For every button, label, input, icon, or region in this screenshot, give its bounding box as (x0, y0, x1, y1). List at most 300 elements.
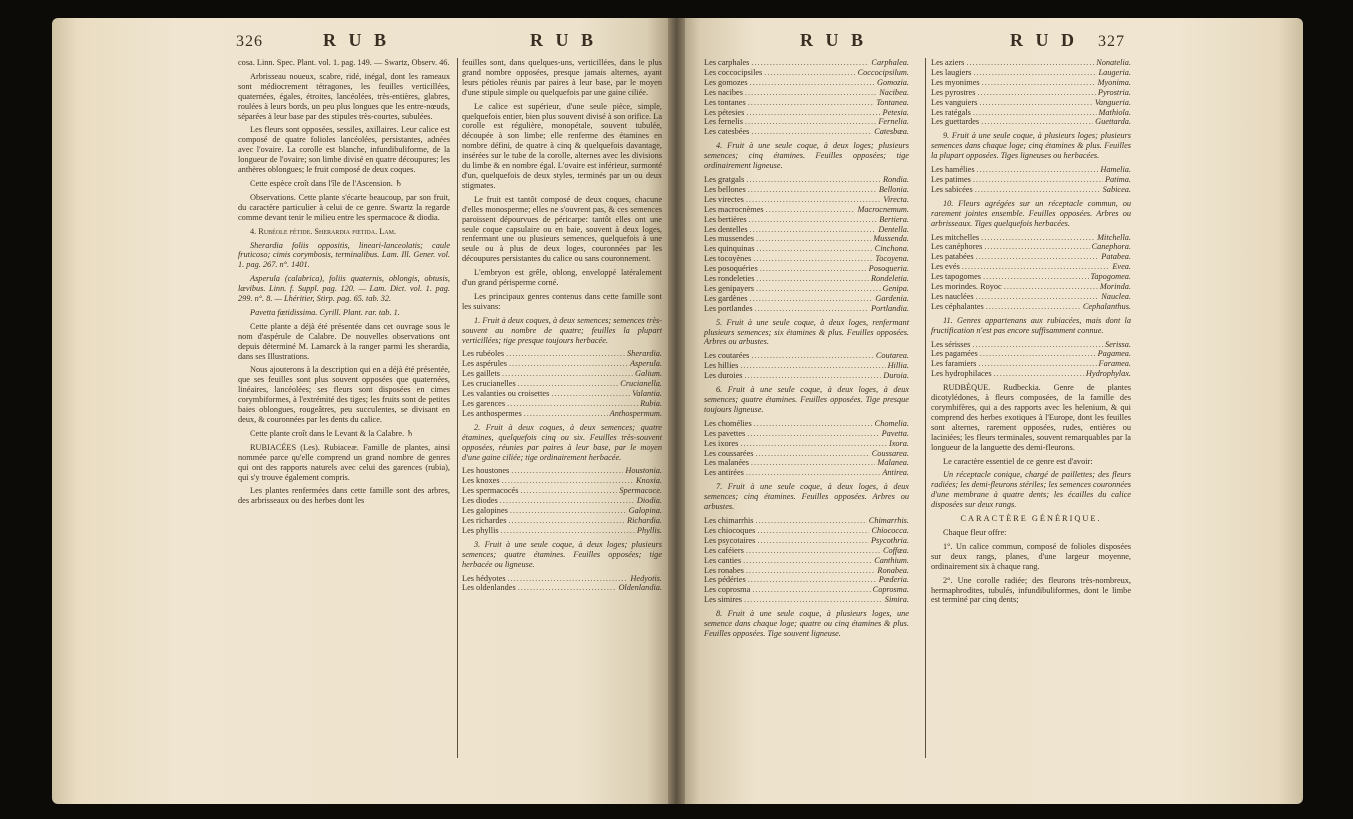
common-name: Les patimes (931, 174, 971, 184)
common-name: Les dentelles (704, 224, 748, 234)
running-head-right-1: R U B (800, 30, 868, 50)
common-name: Les coprosma (704, 585, 751, 595)
section-heading: 6. Fruit à une seule coque, à deux loges, à deux semences; quatre étamines. Feuilles opposées. Tige presque toujours ligneuse. (704, 385, 909, 414)
genus-entry (704, 244, 909, 254)
latin-name: Coutarea. (875, 351, 909, 361)
left-column-1 (238, 58, 450, 510)
leader-dots (756, 274, 869, 284)
right-column-2 (931, 58, 1131, 609)
latin-name: Psycothria. (870, 535, 909, 545)
section-heading: 7. Fruit à une seule coque, à deux loges, à deux semences; cinq étamines. Feuilles opposées. Arbres ou arbustes. (704, 482, 909, 512)
genus-entry (704, 361, 909, 371)
latin-name: Sabicea. (1102, 184, 1131, 194)
right-column-1 (704, 58, 909, 643)
leader-dots (980, 349, 1096, 359)
leader-dots (508, 516, 625, 526)
leader-dots (502, 369, 633, 379)
genus-entry (704, 556, 909, 566)
latin-name: Houstonia. (625, 466, 662, 476)
common-name: Les antirées (704, 468, 744, 478)
genus-entry (462, 516, 662, 526)
genus-entry (704, 468, 909, 478)
common-name: Les psycotaires (704, 535, 756, 545)
genus-entry (704, 195, 909, 205)
section-heading: 9. Fruit à une seule coque, à plusieurs loges; plusieurs semences dans chaque loge; cinq étamines & plus. Feuilles la plupart opposées. Tiges ligneuses ou herbacées. (931, 131, 1131, 161)
leader-dots (753, 254, 873, 264)
genus-entry (704, 575, 909, 585)
latin-name: Cephalanthus. (1082, 301, 1131, 311)
left-column-2 (462, 58, 662, 597)
leader-dots (966, 58, 1094, 68)
leader-dots (976, 292, 1100, 302)
leader-dots (757, 526, 869, 536)
genus-entry (704, 215, 909, 225)
text-block: Nous ajouterons à la description qui en a déjà été présentée, que ses feuilles sont plus souvent opposées que quaternées, linéaires, lancéolées; ses fleurs sont disposées en cimes corymbiformes, à l'extrémité des tiges; les fruits sont de petites baies oblongues, rougeâtres, peu succulentes, se divisant en deux, & couronnées par les dents du calice. (238, 365, 450, 424)
genus-entry (704, 175, 909, 185)
text-block: Le caractère essentiel de ce genre est d'avoir: (943, 456, 1093, 466)
latin-name: Crucianella. (620, 379, 662, 389)
latin-name: Posoqueria. (868, 264, 909, 274)
column-rule-left (457, 58, 458, 758)
genus-entry (704, 108, 909, 118)
common-name: Les carphales (704, 58, 750, 67)
latin-name: Hedyotis. (630, 573, 662, 583)
latin-name: Myonima. (1097, 77, 1131, 87)
latin-name: Tocoyena. (875, 254, 909, 264)
latin-name: Cinchona. (874, 244, 909, 254)
genus-entry (462, 369, 662, 379)
leader-dots (976, 252, 1100, 262)
latin-name: Rubia. (640, 399, 662, 408)
genus-entry (704, 274, 909, 284)
common-name: Les pétesies (704, 107, 745, 117)
common-name: Les tontanes (704, 97, 746, 107)
leader-dots (748, 575, 877, 585)
genus-list (704, 58, 909, 137)
leader-dots (749, 215, 878, 225)
common-name: Les rubéoles (462, 349, 505, 359)
leader-dots (744, 595, 883, 605)
latin-name: Galopina. (628, 506, 662, 516)
genus-list (931, 58, 1131, 127)
text-block: Asperula (calabrica), foliis quaternis, oblongis, obtusis, lævibus. Linn. f. Suppl. pag. 120. — Lam. Dict. vol. 1. pag. 299. n°. 8. — Lhéritier, Stirp. pag. 65. tab. 32. (238, 274, 450, 304)
leader-dots (507, 399, 638, 409)
leader-dots (746, 108, 880, 118)
latin-name: Phyllis. (636, 525, 662, 535)
latin-name: Pagamea. (1097, 349, 1131, 359)
genus-entry (931, 262, 1131, 272)
leader-dots (740, 361, 885, 371)
latin-name: Pavetta. (881, 428, 909, 438)
common-name: Les coccocipsiles (704, 67, 763, 77)
text-block: Arbrisseau noueux, scabre, ridé, inégal, dont les rameaux sont médiocrement tétragones, les feuilles verticillées, quaternées, égales, étroites, lancéolées, très-entières, glabres, roulées à leurs bords, un peu plus longues que les entre-nœuds, séparées à leur base par des stipules très-courtes, subulées. (238, 71, 450, 121)
leader-dots (746, 175, 881, 185)
genus-entry (704, 127, 909, 137)
latin-name: Galium. (635, 369, 662, 379)
genus-entry (462, 476, 662, 486)
page-number-right: 327 (1098, 33, 1125, 50)
running-head-left-2: R U B (530, 30, 598, 50)
genus-entry (931, 242, 1131, 252)
genus-entry (704, 566, 909, 576)
common-name: Les simires (704, 595, 743, 605)
genus-list (704, 516, 909, 605)
leader-dots (986, 302, 1081, 312)
latin-name: Morinda. (1099, 282, 1131, 292)
text-block: Sherardia foliis oppositis, lineari-lanceolatis; caule fruticoso; cimis corymbosis, terminalibus. Lam. Ill. Gener. vol. 1. pag. 267. n°. 1401. (238, 240, 450, 270)
leader-dots (757, 536, 869, 546)
latin-name: Pyrostria. (1097, 87, 1131, 97)
section-heading: 11. Genres appartenans aux rubiacées, mais dont la fructification n'est pas encore suffisamment connue. (931, 315, 1131, 335)
genus-entry (704, 117, 909, 127)
latin-name: Hydrophylax. (1085, 369, 1131, 379)
leader-dots (756, 449, 870, 459)
genus-entry (462, 496, 662, 506)
genus-entry (931, 88, 1131, 98)
genus-entry (931, 117, 1131, 127)
running-head-right-2: R U D (1010, 30, 1078, 50)
common-name: Les guettardes (931, 117, 980, 127)
leader-dots (748, 98, 875, 108)
leader-dots (511, 466, 623, 476)
genus-entry (931, 369, 1131, 379)
section-heading: 1. Fruit à deux coques, à deux semences; semences très-souvent au nombre de quatre; feuilles la plupart verticillées; tige presque toujours herbacée. (462, 315, 662, 345)
text-block: Cette plante a déjà été présentée dans cet ouvrage sous le nom d'aspérule de Calabre. De nouvelles observations ont depuis déterminé M. Lamarck à la ranger parmi les sherardia, dans ses Illustrations. (238, 321, 450, 361)
genus-entry (462, 389, 662, 399)
genus-entry (462, 486, 662, 496)
latin-name: Coussarea. (871, 448, 909, 458)
section-heading: 3. Fruit à une seule coque, à deux loges; plusieurs semences; quatre étamines. Feuilles opposées; tige herbacée ou ligneuse. (462, 539, 662, 569)
leader-dots (756, 284, 881, 294)
genus-entry (704, 458, 909, 468)
latin-name: Valantia. (632, 389, 662, 399)
genus-entry (931, 108, 1131, 118)
leader-dots (506, 349, 625, 359)
genus-entry (931, 302, 1131, 312)
leader-dots (745, 88, 877, 98)
latin-name: Hamelia. (1100, 165, 1131, 175)
book-gutter (668, 18, 685, 804)
common-name: Les tapogomes (931, 272, 982, 282)
genus-entry (931, 185, 1131, 195)
genus-entry (704, 439, 909, 449)
genus-entry (704, 284, 909, 294)
leader-dots (750, 78, 875, 88)
latin-name: Diodia. (636, 496, 662, 506)
genus-entry (704, 205, 909, 215)
genus-entry (931, 252, 1131, 262)
text-block: 1°. Un calice commun, composé de folioles disposées sur deux rangs, planes, d'une largeur moyenne, ordinairement six à chaque rang. (931, 541, 1131, 571)
latin-name: Gomozia. (876, 77, 909, 87)
leader-dots (520, 486, 617, 496)
common-name: Les macrocnèmes (704, 204, 764, 214)
leader-dots (973, 108, 1097, 118)
genus-list (462, 574, 662, 594)
latin-name: Ronabea. (877, 565, 909, 575)
leader-dots (751, 351, 873, 361)
text-block: Le calice est supérieur, d'une seule pièce, simple, quelquefois entier, bien plus souvent divisé à son orifice. La corolle est régulière, monopétale, souvent tubulée, découpée à son limbe; elle renferme des étamines en nombre défini, de quatre à cinq & quelquefois davantage, insérées sur le tube de la corolle, alternes avec les divisions du limbe & en nombre égal. L'ovaire est inférieur, surmonté d'un, quelquefois de deux styles, terminés par un ou deux stigmates. (462, 101, 662, 190)
genus-entry (931, 98, 1131, 108)
leader-dots (502, 476, 634, 486)
leader-dots (518, 583, 617, 593)
leader-dots (977, 165, 1099, 175)
common-name: Les pagamées (931, 349, 978, 359)
latin-name: Fernelia. (878, 117, 909, 127)
common-name: Les aziers (931, 58, 965, 67)
leader-dots (979, 98, 1093, 108)
latin-name: Asperula. (629, 359, 662, 369)
genus-entry (931, 233, 1131, 243)
latin-name: Bellonia. (878, 184, 909, 194)
latin-name: Laugeria. (1098, 67, 1131, 77)
genus-entry (704, 449, 909, 459)
genus-entry (704, 585, 909, 595)
common-name: Les chimarrhis (704, 515, 754, 525)
common-name: Les faramiers (931, 359, 977, 369)
leader-dots (750, 225, 877, 235)
common-name: Les malanées (704, 458, 749, 468)
latin-name: Oldenlandia. (618, 583, 662, 593)
genus-entry (704, 185, 909, 195)
text-block: Pavetta fœtidissima. Cyrill. Plant. rar. tab. 1. (250, 307, 400, 317)
common-name: Les bertières (704, 214, 747, 224)
leader-dots (508, 574, 629, 584)
common-name: Les hédyotes (462, 573, 506, 583)
latin-name: Duroia. (883, 371, 909, 381)
text-block: Cette espèce croît dans l'île de l'Ascension. ♄ (250, 178, 403, 188)
genus-entry (704, 68, 909, 78)
leader-dots (510, 506, 627, 516)
genus-entry (462, 574, 662, 584)
leader-dots (751, 127, 872, 137)
leader-dots (743, 556, 872, 566)
latin-name: Coffæa. (882, 545, 909, 555)
text-block: Les plantes renfermées dans cette famille sont des arbres, des arbrisseaux ou des herbes dont les (238, 486, 450, 506)
genus-entry (931, 282, 1131, 292)
common-name: Les tocoyènes (704, 254, 752, 264)
leader-dots (756, 244, 872, 254)
common-name: Les duroies (704, 371, 743, 381)
genus-entry (462, 349, 662, 359)
common-name: Les aspérules (462, 359, 507, 369)
latin-name: Mitchella. (1097, 232, 1131, 242)
common-name: Les genipayers (704, 283, 754, 293)
common-name: Les diodes (462, 496, 498, 506)
common-name: Les hamélies (931, 165, 975, 175)
latin-name: Knoxia. (635, 476, 662, 486)
leader-dots (973, 175, 1103, 185)
genus-list (462, 466, 662, 535)
latin-name: Carphalea. (871, 58, 909, 67)
latin-name: Dentella. (878, 224, 909, 234)
genus-entry (704, 294, 909, 304)
common-name: Les gaillets (462, 369, 501, 379)
common-name: Les oldenlandes (462, 583, 516, 593)
leader-dots (509, 359, 628, 369)
leader-dots (500, 496, 635, 506)
leader-dots (744, 371, 881, 381)
common-name: Les evés (931, 262, 960, 272)
common-name: Les céphalantes (931, 301, 984, 311)
genus-entry (704, 78, 909, 88)
genus-entry (462, 526, 662, 536)
common-name: Les nacibes (704, 87, 743, 97)
section-heading: 4. Fruit à une seule coque, à deux loges; plusieurs semences; cinq étamines. Feuilles opposées; tige ordinairement ligneuse. (704, 141, 909, 171)
genus-entry (704, 225, 909, 235)
genus-entry (704, 58, 909, 68)
common-name: Les pédéries (704, 575, 746, 585)
genus-entry (704, 419, 909, 429)
leader-dots (747, 429, 879, 439)
latin-name: Chimarrhis. (868, 515, 909, 525)
latin-name: Serissa. (1104, 339, 1131, 349)
leader-dots (973, 68, 1096, 78)
text-block: RUBIACÉES (Les). Rubiaceæ. Famille de plantes, ainsi nommée parce qu'elle comprend un grand nombre de genres qui ont des rapports naturels avec celui des garences (rubia), qui s'y trouve également compris. (238, 442, 450, 482)
latin-name: Genipa. (882, 283, 909, 293)
latin-name: Gardenia. (875, 293, 909, 303)
genus-entry (931, 272, 1131, 282)
genus-entry (931, 58, 1131, 68)
text-block: Observations. Cette plante s'écarte beaucoup, par son fruit, du caractère particulier à celui de ce genre. Swartz la regarde comme devant tenir le milieu entre les spermacoce & diodia. (238, 192, 450, 222)
latin-name: Pæderia. (878, 575, 909, 585)
common-name: Les sérisses (931, 339, 971, 349)
latin-name: Macrocnemum. (857, 204, 909, 214)
common-name: Les catesbées (704, 127, 750, 137)
genus-entry (704, 536, 909, 546)
genus-entry (931, 165, 1131, 175)
leader-dots (982, 78, 1096, 88)
latin-name: Nacibea. (879, 87, 909, 97)
common-name: Les nauclées (931, 291, 974, 301)
latin-name: Rondeletia. (870, 274, 909, 284)
latin-name: Virecta. (883, 194, 909, 204)
common-name: Les crucianelles (462, 379, 516, 389)
latin-name: Mathiola. (1098, 107, 1131, 117)
common-name: Les phyllis (462, 525, 499, 535)
leader-dots (746, 195, 882, 205)
common-name: Les coutarées (704, 351, 750, 361)
leader-dots (962, 262, 1111, 272)
leader-dots (981, 117, 1093, 127)
latin-name: Simira. (884, 595, 909, 605)
genus-entry (931, 292, 1131, 302)
common-name: Les posoquéries (704, 264, 758, 274)
genus-entry (704, 98, 909, 108)
leader-dots (977, 88, 1095, 98)
common-name: Les quinquinas (704, 244, 755, 254)
leader-dots (746, 546, 881, 556)
common-name: Les anthospermes (462, 408, 522, 418)
latin-name: Patima. (1104, 174, 1131, 184)
common-name: Les houstones (462, 466, 510, 476)
latin-name: Evea. (1112, 262, 1131, 272)
common-name: Les morindes. Royoc (931, 282, 1002, 292)
genus-entry (931, 175, 1131, 185)
latin-name: Patabea. (1101, 252, 1131, 262)
genus-entry (704, 304, 909, 314)
latin-name: Tontanea. (876, 97, 909, 107)
genus-entry (704, 351, 909, 361)
leader-dots (975, 185, 1101, 195)
common-name: Les galopines (462, 506, 508, 516)
latin-name: Nonatelia. (1096, 58, 1131, 67)
genus-entry (462, 506, 662, 516)
common-name: Les chomélies (704, 418, 752, 428)
genus-entry (462, 359, 662, 369)
leader-dots (983, 272, 1088, 282)
latin-name: Rondia. (882, 174, 909, 184)
common-name: Les ratégals (931, 107, 971, 117)
leader-dots (754, 419, 873, 429)
leader-dots (524, 409, 608, 419)
common-name: Les portlandes (704, 303, 753, 313)
latin-name: Malanea. (877, 458, 909, 468)
leader-dots (756, 516, 867, 526)
left-header (236, 30, 263, 51)
section-heading: 5. Fruit à une seule coque, à deux loges, renfermant plusieurs semences; six étamines & plus. Feuilles opposées. Arbres ou arbustes. (704, 317, 909, 347)
genus-entry (704, 234, 909, 244)
genus-entry (704, 526, 909, 536)
common-name: Les hydrophilaces (931, 369, 992, 379)
common-name: Les rondeleties (704, 274, 755, 284)
text-block: Un réceptacle conique, chargé de paillettes; des fleurs radiées; les demi-fleurons stériles; les semences couronnées d'une membrane à quatre dents; les écailles du calice disposées sur deux rangs. (931, 470, 1131, 510)
genus-entry (462, 409, 662, 419)
latin-name: Faramea. (1098, 359, 1131, 369)
common-name: Les valanties ou croisettes (462, 389, 550, 399)
genus-entry (931, 340, 1131, 350)
common-name: Les garences (462, 399, 506, 408)
common-name: Les coussarées (704, 448, 754, 458)
latin-name: Antirea. (882, 468, 909, 478)
common-name: Les patabées (931, 252, 974, 262)
leader-dots (972, 340, 1103, 350)
leader-dots (748, 185, 877, 195)
common-name: Les myonimes (931, 77, 980, 87)
column-rule-right (925, 58, 926, 758)
leader-dots (766, 205, 856, 215)
section-heading: 10. Fleurs agrégées sur un réceptacle commun, ou rarement jointes ensemble. Feuilles opposées. Arbres ou arbrisseaux. Tiges quelquefois herbacées. (931, 198, 1131, 228)
genus-list (931, 340, 1131, 380)
genus-entry (704, 546, 909, 556)
common-name: Les canéphores (931, 242, 983, 252)
text-block: Cette plante croît dans le Levant & la Calabre. ♄ (250, 428, 414, 438)
genus-entry (931, 68, 1131, 78)
leader-dots (978, 359, 1096, 369)
genus-entry (704, 516, 909, 526)
genus-entry (704, 371, 909, 381)
genus-entry (704, 88, 909, 98)
section-heading: 2. Fruit à deux coques, à deux semences; quatre étamines, quelquefois cinq ou six. Feuilles très-souvent opposées, réunies par paires à leur base, par le moyen d'une gaine ciliée; tige ordinairement herbacée. (462, 422, 662, 462)
text-block: Les principaux genres contenus dans cette famille sont les suivans: (462, 291, 662, 311)
leader-dots (751, 458, 876, 468)
leader-dots (501, 526, 635, 536)
common-name: Les gratgals (704, 174, 745, 184)
latin-name: Catesbæa. (874, 127, 909, 137)
section-heading: 8. Fruit à une seule coque, à plusieurs loges, une semence dans chaque loge; quatre ou cinq étamines & plus. Feuilles opposées. Tige souvent ligneuse. (704, 609, 909, 638)
common-name: Les pavettes (704, 428, 746, 438)
leader-dots (750, 294, 874, 304)
text-block: Les fleurs sont opposées, sessiles, axillaires. Leur calice est composé de quatre folioles lancéolées, persistantes, adnées avec l'ovaire. La corolle est blanche, infundibuliforme, de la longueur de l'ovaire; son limbe divisé en quatre découpures; les anthères oblongues; le fruit composé de deux coques. (238, 125, 450, 175)
common-name: Les hillies (704, 361, 739, 371)
genus-entry (462, 466, 662, 476)
leader-dots (518, 379, 619, 389)
common-name: Les gomozes (704, 77, 748, 87)
genus-list (704, 419, 909, 478)
common-name: Les gardènes (704, 293, 748, 303)
common-name: Les bellones (704, 184, 746, 194)
genus-entry (462, 379, 662, 389)
leader-dots (764, 68, 855, 78)
